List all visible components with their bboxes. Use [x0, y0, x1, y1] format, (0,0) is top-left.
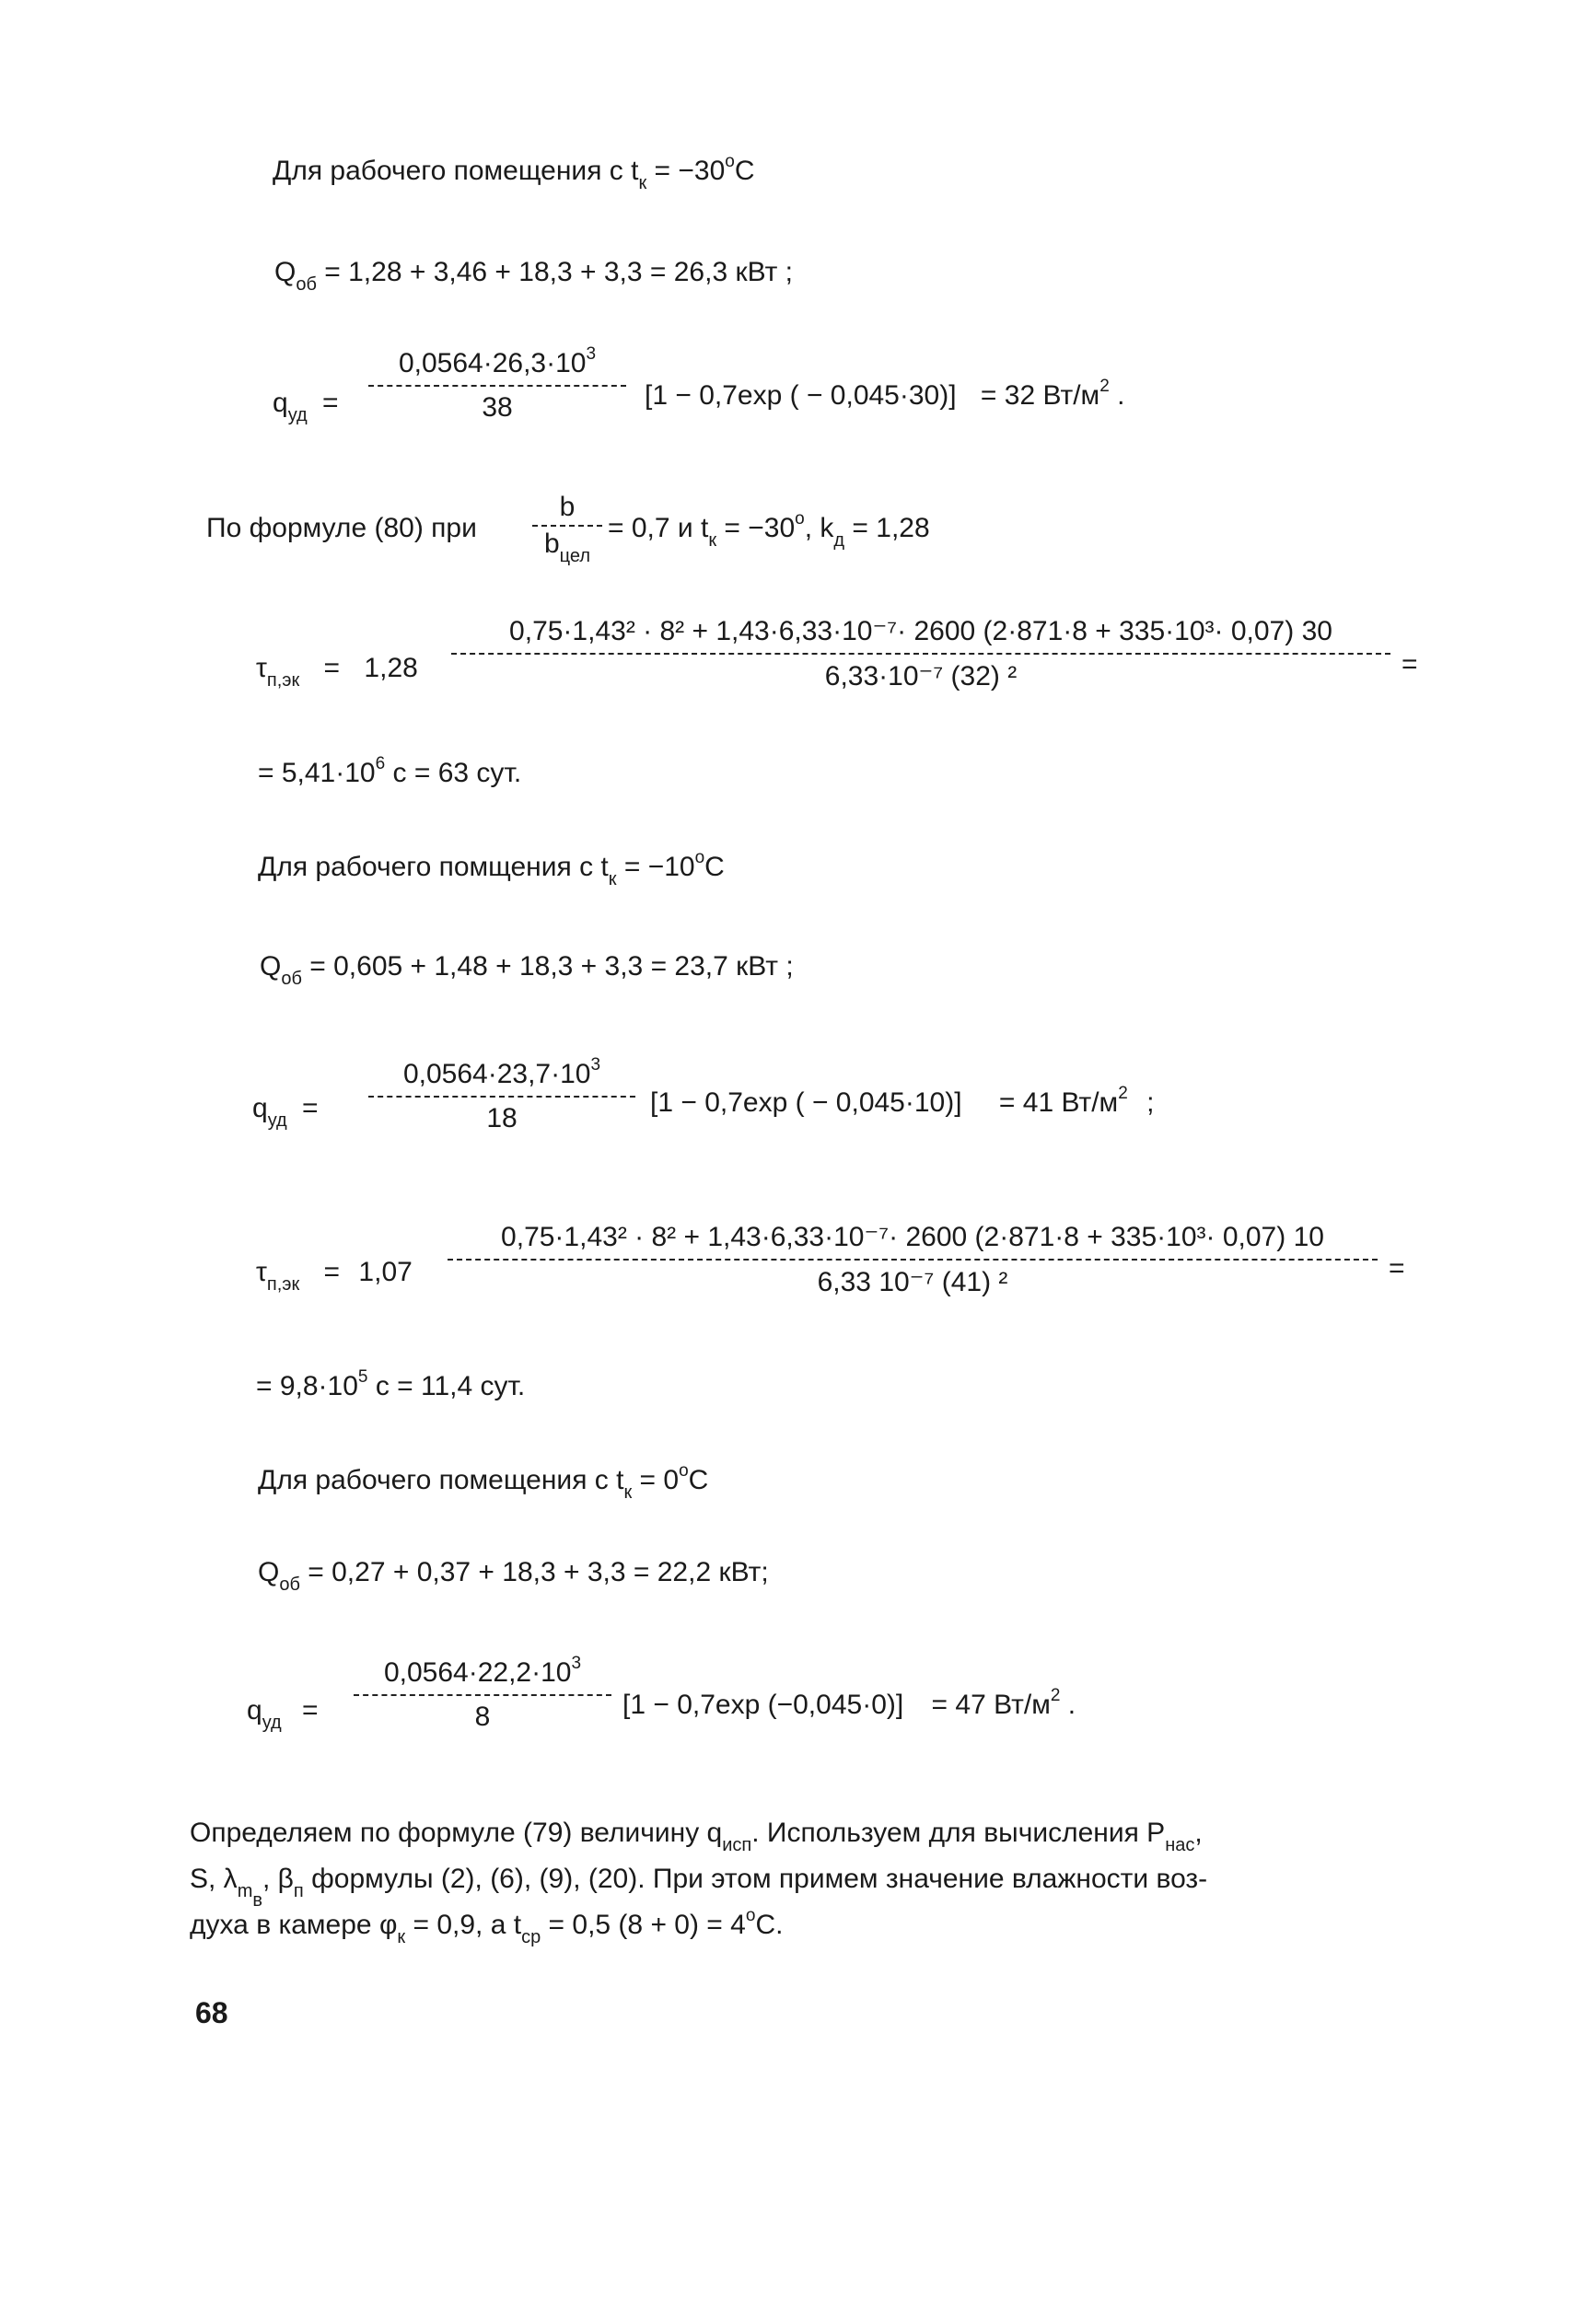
- block3-intro-sup: о: [679, 1461, 689, 1481]
- tau2-result-text: = 9,8·10: [256, 1371, 358, 1401]
- block1-q-rhs: = 1,28 + 3,46 + 18,3 + 3,3 = 26,3 кВт ;: [316, 257, 794, 287]
- formula80-mid2-sup: о: [795, 509, 805, 529]
- closing-line-3: [190, 1902, 1424, 1948]
- tau1-denominator: 6,33·10⁻⁷ (32) ²: [824, 661, 1018, 691]
- block2-intro-sup: о: [694, 848, 705, 867]
- closing-line-1: [190, 1810, 1424, 1856]
- block2-qud-result: = 41 Вт/м: [998, 1087, 1119, 1118]
- block3-qud-lhs-sub: уд: [262, 1713, 282, 1733]
- block2-qud-eq: =: [302, 1093, 319, 1123]
- closing-line1-rest: . Используем для вычисления P: [751, 1818, 1166, 1848]
- block1-intro-rest: = −30: [646, 156, 726, 186]
- block1-intro-sup: о: [725, 152, 735, 171]
- closing-paragraph: [190, 1810, 1424, 1948]
- tau1-tail-eq: =: [1402, 649, 1418, 680]
- block2-qud-lhs: [252, 1092, 319, 1131]
- block1-qud-num-sup: 3: [586, 344, 597, 364]
- block3-intro: [258, 1461, 709, 1503]
- fraction-bar: [354, 1694, 611, 1696]
- tau1-lhs-sub: п,эк: [266, 670, 300, 691]
- fraction-bar: [368, 385, 626, 387]
- block1-qud-numerator: [368, 344, 626, 379]
- block1-qud-rhs-text: [1 − 0,7exp ( − 0,045·30)]: [645, 380, 957, 411]
- closing-line2b: , β: [262, 1864, 294, 1894]
- block3-qud-fraction: [354, 1654, 611, 1733]
- block2-intro: [258, 848, 725, 889]
- formula80-frac-num: b: [559, 492, 576, 522]
- block2-intro-rest: = −10: [616, 852, 695, 882]
- block1-q-lhs-sub: об: [296, 274, 317, 295]
- block3-qud-numerator: [354, 1654, 611, 1689]
- block2-qud-fraction: [368, 1055, 635, 1134]
- block2-qud-rhs: [650, 1086, 1154, 1120]
- block1-qud-denominator: 38: [482, 392, 513, 423]
- block3-qud-lhs-text: q: [247, 1695, 262, 1726]
- formula80-mid3-sub: д: [833, 530, 845, 551]
- block3-qud-lhs: [247, 1694, 319, 1733]
- tau2-eq: =: [323, 1257, 341, 1287]
- block2-qud-lhs-text: q: [252, 1093, 268, 1123]
- block3-intro-text: Для рабочего помещения с t: [258, 1465, 624, 1495]
- block3-qud-eq: =: [302, 1695, 319, 1726]
- block2-qud-num-text: 0,0564·23,7·10: [402, 1059, 591, 1089]
- block2-qud-numerator: [368, 1055, 635, 1090]
- block1-intro-text: Для рабочего помещения с t: [273, 156, 639, 186]
- closing-line2c: формулы (2), (6), (9), (20). При этом примем значение влажности воз-: [303, 1864, 1208, 1894]
- closing-line3b: = 0,9, а t: [405, 1910, 522, 1940]
- block1-qud-rhs: [645, 379, 1124, 413]
- closing-line1-end: ,: [1194, 1818, 1203, 1848]
- block2-intro-text: Для рабочего помщения с t: [258, 852, 609, 882]
- closing-line3c-sup: о: [745, 1906, 756, 1925]
- tau2-coef: 1,07: [358, 1257, 413, 1287]
- block1-q-lhs: Q: [274, 257, 297, 287]
- tau1-eq: =: [323, 653, 341, 683]
- block2-q-equation: [260, 950, 794, 989]
- tau2-result: [256, 1367, 526, 1403]
- closing-line1-text: Определяем по формуле (79) величину q: [190, 1818, 723, 1848]
- tau1-result-sup: 6: [375, 754, 386, 773]
- closing-line-2: [190, 1856, 1424, 1911]
- closing-line2a: S, λ: [190, 1864, 238, 1894]
- block2-qud-num-sup: 3: [590, 1055, 601, 1075]
- tau1-result-rest: с = 63 сут.: [385, 758, 522, 788]
- page-number: 68: [195, 1996, 228, 2029]
- block2-qud-lhs-sub: уд: [267, 1110, 287, 1131]
- block3-qud-result-sup: 2: [1050, 1686, 1061, 1705]
- formula80-frac-den-text: b: [543, 529, 560, 559]
- block3-intro-unit: С: [688, 1465, 709, 1495]
- closing-line2a-subsub: в: [252, 1890, 262, 1911]
- block2-q-rhs: = 0,605 + 1,48 + 18,3 + 3,3 = 23,7 кВт ;: [301, 951, 794, 982]
- block1-qud-lhs-sub: уд: [287, 405, 308, 425]
- block3-qud-num-text: 0,0564·22,2·10: [383, 1657, 572, 1688]
- tau2-tail: [1389, 1252, 1405, 1285]
- block3-q-rhs: = 0,27 + 0,37 + 18,3 + 3,3 = 22,2 кВт;: [299, 1557, 769, 1587]
- fraction-bar: [451, 653, 1390, 655]
- block3-qud-rhs-text: [1 − 0,7exp (−0,045·0)]: [622, 1690, 904, 1720]
- formula80-mid: = 0,7 и t: [608, 513, 709, 543]
- formula80-mid4: = 1,28: [844, 513, 930, 543]
- tau2-fraction: [448, 1221, 1378, 1298]
- block1-qud-end: .: [1109, 380, 1125, 411]
- block1-qud-result: = 32 Вт/м: [980, 380, 1100, 411]
- block2-qud-rhs-text: [1 − 0,7exp ( − 0,045·10)]: [650, 1087, 962, 1118]
- formula80-frac-den: [532, 529, 602, 566]
- fraction-bar: [448, 1259, 1378, 1261]
- tau1-lhs-text: τ: [256, 653, 267, 683]
- block3-qud-end: .: [1060, 1690, 1076, 1720]
- block3-qud-result: = 47 Вт/м: [931, 1690, 1051, 1720]
- block1-intro-unit: С: [734, 156, 755, 186]
- block2-qud-result-sup: 2: [1118, 1084, 1128, 1103]
- closing-line2a-sub-text: m: [237, 1881, 253, 1901]
- block3-q-lhs: Q: [258, 1557, 280, 1587]
- formula80-mid3: , k: [804, 513, 834, 543]
- tau2-tail-eq: =: [1389, 1253, 1405, 1284]
- formula80-prefix: По формуле (80) при: [206, 513, 477, 543]
- formula80-fraction: [532, 492, 602, 566]
- tau1-result-text: = 5,41·10: [258, 758, 376, 788]
- block1-q-equation: [274, 256, 794, 295]
- tau1-coef: 1,28: [364, 653, 418, 683]
- block3-qud-rhs: [622, 1686, 1076, 1722]
- block2-qud-denominator: 18: [486, 1103, 518, 1133]
- closing-line3a-sub: к: [397, 1927, 406, 1947]
- block1-qud-eq: =: [322, 388, 339, 418]
- fraction-bar: [532, 525, 602, 527]
- block3-intro-rest: = 0: [632, 1465, 680, 1495]
- formula80-frac-den-sub: цел: [559, 546, 591, 566]
- block1-qud-fraction: [368, 344, 626, 424]
- block2-intro-unit: С: [704, 852, 725, 882]
- formula80-mid2: = −30: [716, 513, 796, 543]
- closing-line3b-sub: ср: [521, 1927, 541, 1947]
- block3-intro-sub: к: [623, 1482, 633, 1503]
- tau1-result: [258, 754, 522, 790]
- closing-line3a: духа в камере φ: [190, 1910, 398, 1940]
- block1-qud-lhs: [273, 387, 339, 425]
- formula80-mid-sub: к: [708, 530, 717, 551]
- tau2-numerator: 0,75·1,43² · 8² + 1,43·6,33·10⁻⁷· 2600 (2·871·8 + 335·10³· 0,07) 10: [501, 1222, 1324, 1252]
- tau2-lhs-sub: п,эк: [266, 1274, 300, 1295]
- block2-q-lhs: Q: [260, 951, 282, 982]
- block2-q-lhs-sub: об: [281, 969, 302, 989]
- tau2-result-rest: с = 11,4 сут.: [367, 1371, 526, 1401]
- block3-qud-num-sup: 3: [571, 1654, 582, 1673]
- tau1-numerator: 0,75·1,43² · 8² + 1,43·6,33·10⁻⁷· 2600 (2·871·8 + 335·10³· 0,07) 30: [509, 616, 1332, 646]
- block2-qud-end: ;: [1138, 1087, 1155, 1118]
- tau2-lhs-text: τ: [256, 1257, 267, 1287]
- block3-q-lhs-sub: об: [279, 1575, 300, 1595]
- closing-line3c: = 0,5 (8 + 0) = 4: [541, 1910, 746, 1940]
- tau1-lhs: [256, 652, 418, 691]
- block1-qud-result-sup: 2: [1099, 377, 1110, 396]
- formula80-line: [206, 512, 477, 545]
- closing-line1-sub: исп: [722, 1835, 752, 1855]
- closing-line2a-sub: [237, 1881, 262, 1911]
- closing-line1-sub2: нас: [1165, 1835, 1195, 1855]
- block3-qud-denominator: 8: [474, 1702, 491, 1732]
- block1-intro: [273, 152, 755, 193]
- fraction-bar: [368, 1096, 635, 1098]
- formula80-rest: [608, 509, 930, 551]
- tau2-result-sup: 5: [357, 1367, 368, 1387]
- tau2-denominator: 6,33 10⁻⁷ (41) ²: [817, 1267, 1008, 1297]
- tau1-fraction: [451, 615, 1390, 692]
- block2-intro-sub: к: [608, 869, 617, 889]
- closing-line3d: С.: [755, 1910, 784, 1940]
- block1-intro-sub: к: [638, 173, 647, 193]
- tau2-lhs: [256, 1256, 413, 1295]
- block3-q-equation: [258, 1556, 769, 1595]
- tau1-tail: [1402, 648, 1418, 681]
- block1-qud-lhs-text: q: [273, 388, 288, 418]
- closing-line2b-sub: п: [293, 1881, 304, 1901]
- block1-qud-num-text: 0,0564·26,3·10: [398, 348, 587, 378]
